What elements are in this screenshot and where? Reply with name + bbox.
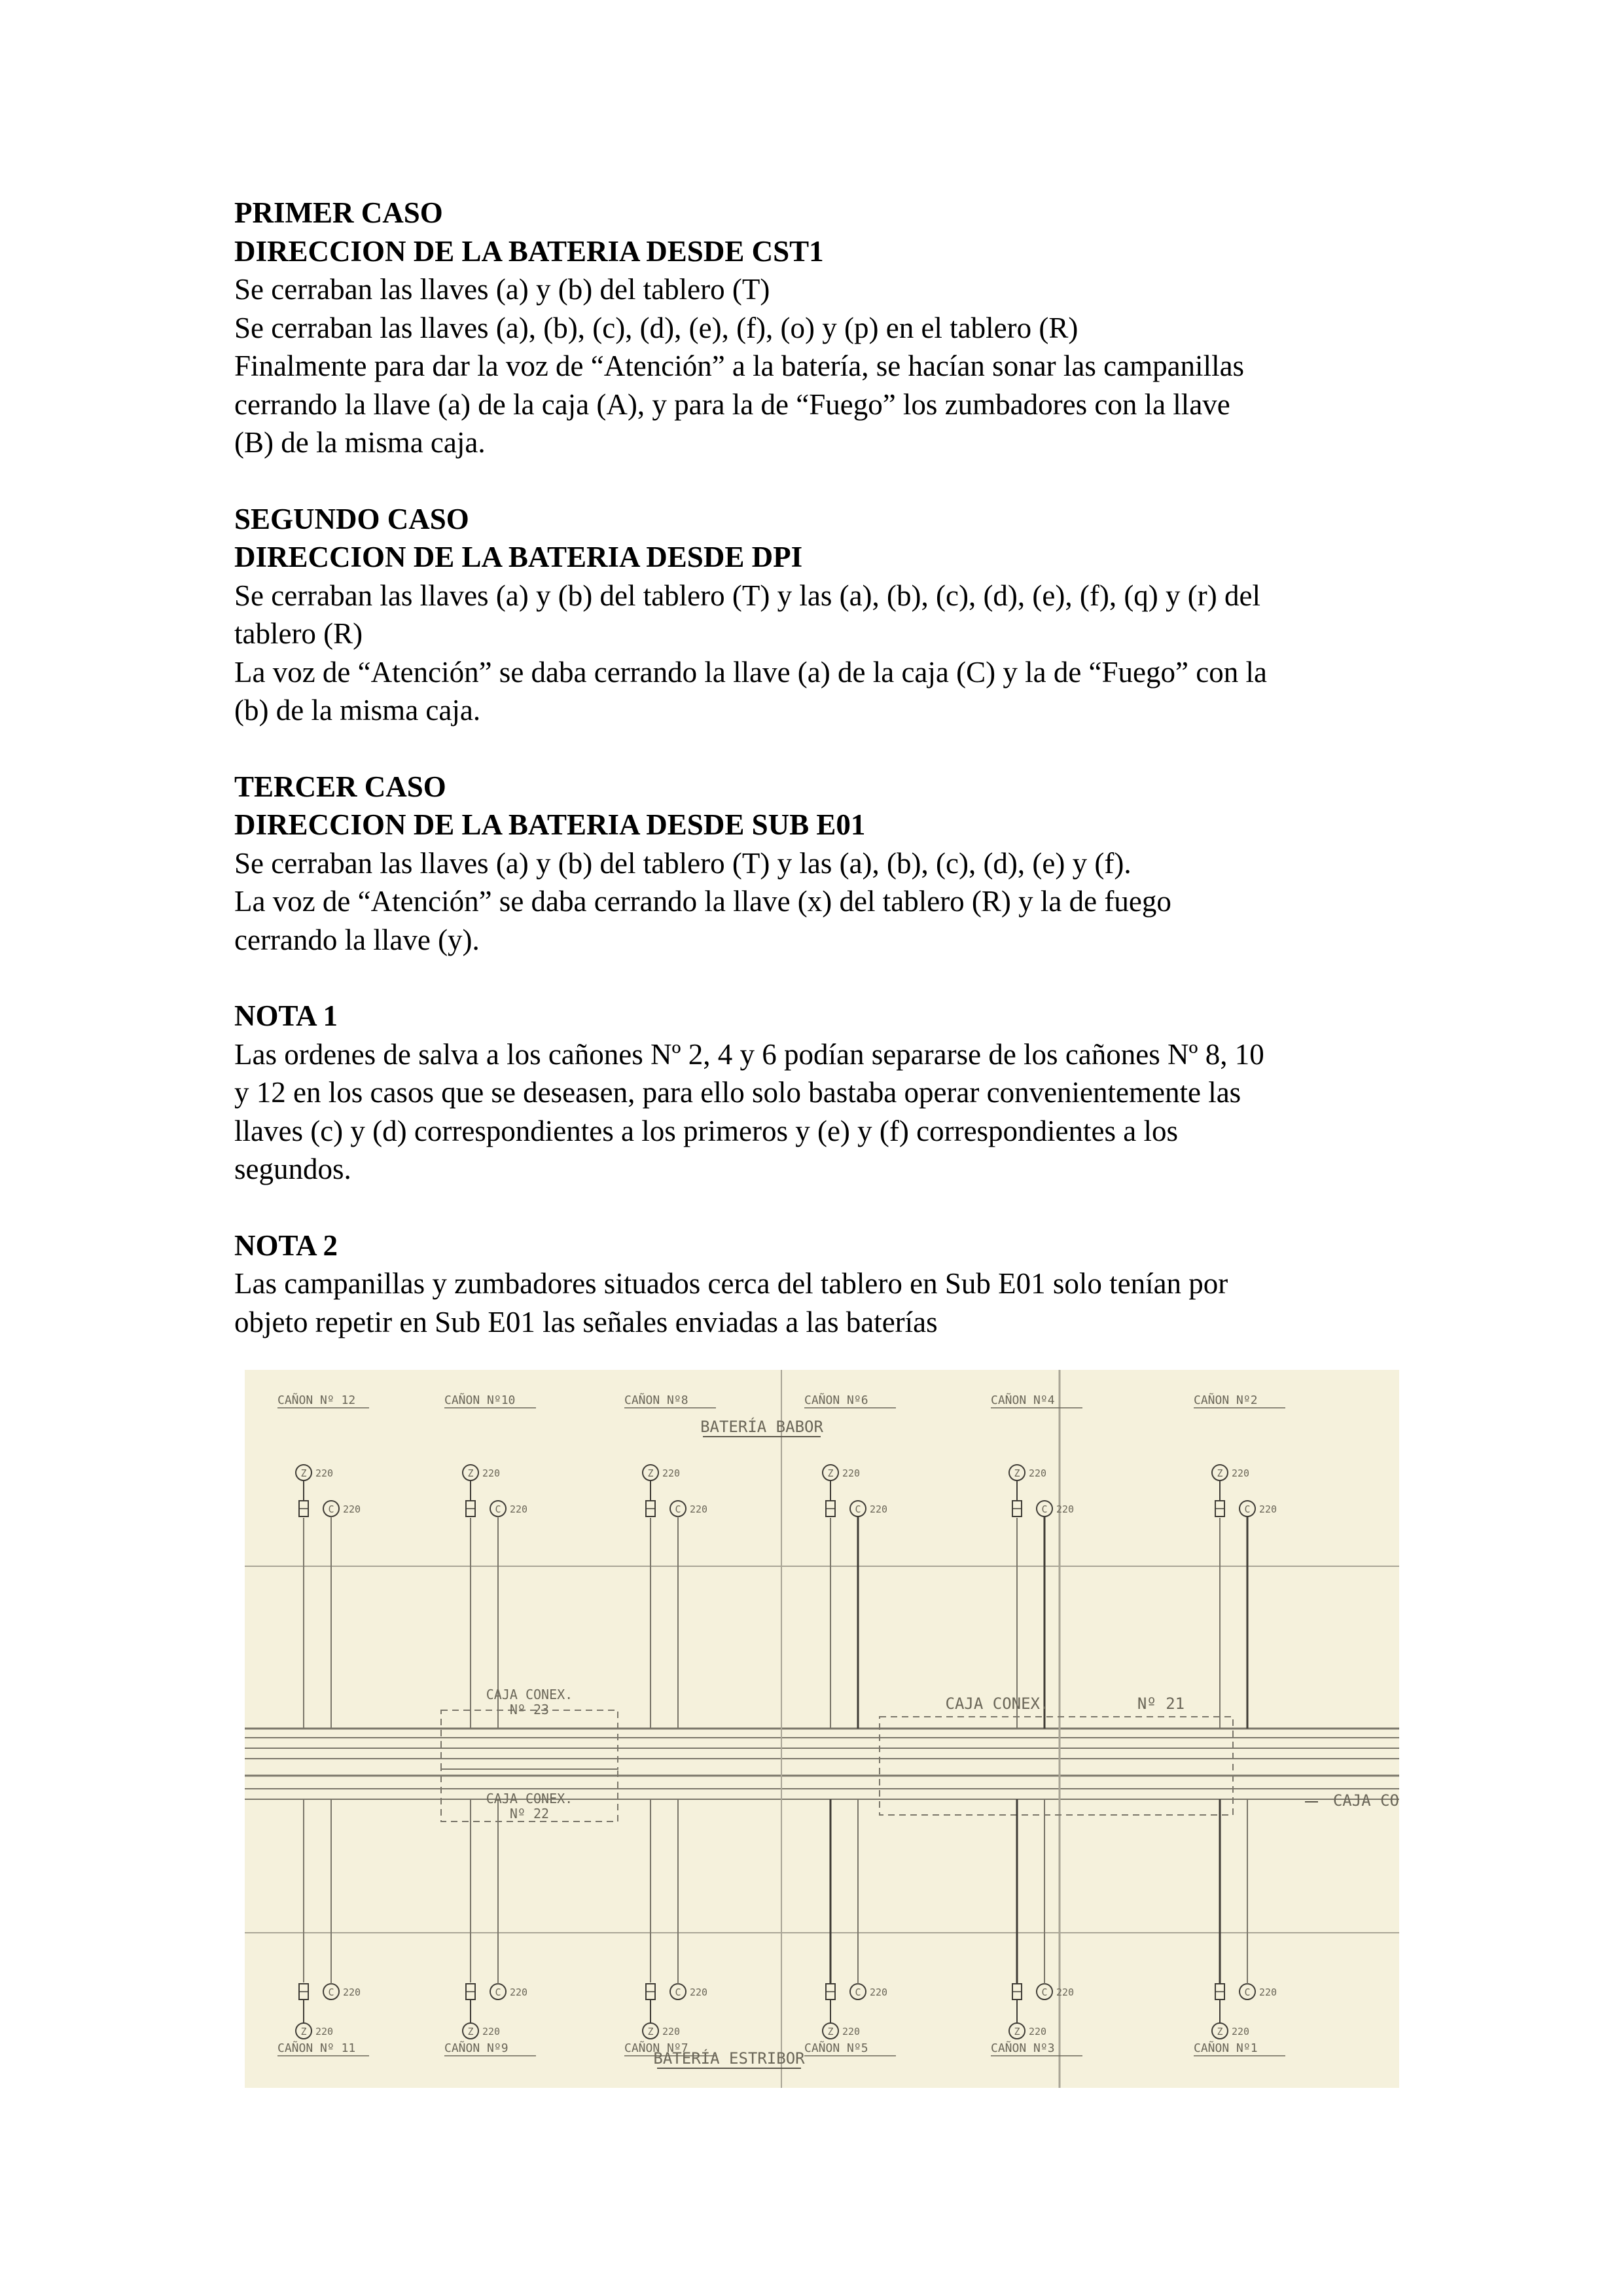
top-buzzer-symbol: Z (1217, 1467, 1223, 1479)
box-21-label: CAJA CONEX. (945, 1695, 1050, 1713)
top-gun-label: CAÑON Nº8 (624, 1393, 688, 1407)
section-nota-2 (234, 1227, 1412, 1342)
bottom-buzzer-voltage: 220 (1232, 2026, 1250, 2037)
top-bell-symbol: C (495, 1503, 501, 1515)
box-22-label: CAJA CONEX. (486, 1791, 573, 1806)
bottom-bell-voltage: 220 (690, 1986, 708, 1998)
paragraph-line: cerrando la llave (a) de la caja (A), y para la de “Fuego” los zumbadores con la llave (234, 387, 1230, 421)
top-buzzer-voltage: 220 (842, 1467, 861, 1479)
top-gun-label: CAÑON Nº 12 (277, 1393, 356, 1407)
wiring-diagram (245, 1370, 1399, 2088)
section-title: TERCER CASO (234, 770, 446, 803)
section-segundo-caso (234, 500, 1412, 730)
section-title: PRIMER CASO (234, 196, 443, 229)
bottom-buzzer-voltage: 220 (842, 2026, 861, 2037)
top-gun-label: CAÑON Nº6 (804, 1393, 868, 1407)
box-right-label: CAJA CO (1332, 1791, 1399, 1810)
top-buzzer-symbol: Z (467, 1467, 474, 1479)
top-buzzer-voltage: 220 (315, 1467, 334, 1479)
paragraph-line: La voz de “Atención” se daba cerrando la llave (x) del tablero (R) y la de fuego (234, 885, 1171, 918)
top-bell-symbol: C (855, 1503, 861, 1515)
bottom-buzzer-voltage: 220 (662, 2026, 681, 2037)
box-23-label: CAJA CONEX. (486, 1687, 573, 1702)
box-22-number: Nº 22 (509, 1806, 550, 1821)
paragraph-line: objeto repetir en Sub E01 las señales enviadas a las baterías (234, 1305, 938, 1338)
bottom-bell-symbol: C (675, 1986, 681, 1998)
top-bell-voltage: 220 (1056, 1503, 1075, 1515)
bottom-bell-symbol: C (1041, 1986, 1048, 1998)
bottom-bell-voltage: 220 (343, 1986, 361, 1998)
document-text (234, 194, 1412, 1379)
bottom-gun-label: CAÑON Nº 11 (277, 2041, 356, 2055)
bottom-battery-title: BATERÍA ESTRIBOR (653, 2049, 805, 2068)
top-buzzer-voltage: 220 (1232, 1467, 1250, 1479)
junction-box-21 (880, 1717, 1233, 1815)
paragraph-line: llaves (c) y (d) correspondientes a los primeros y (e) y (f) correspondientes a los (234, 1114, 1178, 1147)
top-gun-label: CAÑON Nº10 (444, 1393, 516, 1407)
bottom-gun-label: CAÑON Nº5 (804, 2041, 868, 2055)
top-bell-symbol: C (328, 1503, 334, 1515)
paragraph-line: Se cerraban las llaves (a) y (b) del tablero (T) y las (a), (b), (c), (d), (e), (f), (q) y (r) del (234, 579, 1260, 612)
section-subtitle: DIRECCION DE LA BATERIA DESDE CST1 (234, 234, 824, 268)
bottom-bell-symbol: C (328, 1986, 334, 1998)
top-buzzer-voltage: 220 (662, 1467, 681, 1479)
section-title: NOTA 2 (234, 1229, 338, 1262)
paragraph-line: Finalmente para dar la voz de “Atención” a la batería, se hacían sonar las campanillas (234, 350, 1245, 382)
top-gun-label: CAÑON Nº4 (991, 1393, 1055, 1407)
paragraph-line: Se cerraban las llaves (a), (b), (c), (d), (e), (f), (o) y (p) en el tablero (R) (234, 311, 1079, 344)
top-buzzer-voltage: 220 (482, 1467, 501, 1479)
paragraph-line: Se cerraban las llaves (a) y (b) del tablero (T) y las (a), (b), (c), (d), (e) y (f). (234, 846, 1132, 880)
bottom-bell-voltage: 220 (1056, 1986, 1075, 1998)
top-bell-voltage: 220 (510, 1503, 528, 1515)
section-title: SEGUNDO CASO (234, 502, 469, 535)
bottom-bell-symbol: C (1244, 1986, 1251, 1998)
bottom-buzzer-symbol: Z (1014, 2026, 1020, 2037)
junction-box-23 (441, 1710, 618, 1769)
bottom-buzzer-symbol: Z (300, 2026, 307, 2037)
bottom-buzzer-voltage: 220 (1029, 2026, 1047, 2037)
box-23-number: Nº 23 (509, 1702, 550, 1717)
bottom-buzzer-voltage: 220 (482, 2026, 501, 2037)
top-bell-symbol: C (1041, 1503, 1048, 1515)
bottom-buzzer-voltage: 220 (315, 2026, 334, 2037)
top-buzzer-symbol: Z (1014, 1467, 1020, 1479)
bottom-gun-label: CAÑON Nº3 (991, 2041, 1055, 2055)
paragraph-line: Las campanillas y zumbadores situados cerca del tablero en Sub E01 solo tenían por (234, 1267, 1228, 1300)
top-buzzer-symbol: Z (647, 1467, 654, 1479)
top-bell-symbol: C (1244, 1503, 1251, 1515)
top-buzzer-symbol: Z (300, 1467, 307, 1479)
section-tercer-caso (234, 768, 1412, 960)
top-bell-symbol: C (675, 1503, 681, 1515)
paragraph-line: tablero (R) (234, 617, 363, 650)
section-title: NOTA 1 (234, 999, 338, 1032)
paragraph-line: (b) de la misma caja. (234, 694, 481, 726)
paragraph-line: Se cerraban las llaves (a) y (b) del tablero (T) (234, 273, 770, 306)
bottom-gun-label: CAÑON Nº9 (444, 2041, 508, 2055)
bottom-bell-voltage: 220 (1259, 1986, 1277, 1998)
bottom-buzzer-symbol: Z (827, 2026, 834, 2037)
section-primer-caso (234, 194, 1412, 462)
top-buzzer-voltage: 220 (1029, 1467, 1047, 1479)
top-bell-voltage: 220 (870, 1503, 888, 1515)
paragraph-line: cerrando la llave (y). (234, 923, 480, 956)
bottom-bell-voltage: 220 (870, 1986, 888, 1998)
bottom-gun-label: CAÑON Nº1 (1194, 2041, 1258, 2055)
paragraph-line: segundos. (234, 1153, 351, 1185)
paragraph-line: (B) de la misma caja. (234, 426, 486, 459)
top-buzzer-symbol: Z (827, 1467, 834, 1479)
section-subtitle: DIRECCION DE LA BATERIA DESDE SUB E01 (234, 808, 866, 841)
bottom-bell-symbol: C (495, 1986, 501, 1998)
paragraph-line: La voz de “Atención” se daba cerrando la llave (a) de la caja (C) y la de “Fuego” con la (234, 655, 1267, 689)
section-nota-1 (234, 997, 1412, 1189)
bottom-bell-voltage: 220 (510, 1986, 528, 1998)
bottom-buzzer-symbol: Z (647, 2026, 654, 2037)
bottom-bell-symbol: C (855, 1986, 861, 1998)
top-battery-title: BATERÍA BABOR (700, 1418, 823, 1436)
bottom-buzzer-symbol: Z (1217, 2026, 1223, 2037)
box-21-number: Nº 21 (1137, 1695, 1185, 1713)
top-bell-voltage: 220 (343, 1503, 361, 1515)
bottom-buzzer-symbol: Z (467, 2026, 474, 2037)
paragraph-line: y 12 en los casos que se deseasen, para ello solo bastaba operar convenientemente las (234, 1076, 1241, 1109)
paragraph-line: Las ordenes de salva a los cañones Nº 2, 4 y 6 podían separarse de los cañones Nº 8, 10 (234, 1037, 1264, 1071)
wiring-diagram-svg (245, 1370, 1399, 2088)
section-subtitle: DIRECCION DE LA BATERIA DESDE DPI (234, 541, 803, 573)
top-gun-label: CAÑON Nº2 (1194, 1393, 1258, 1407)
bottom-gun-label: CAÑON Nº7 (624, 2041, 688, 2055)
top-bell-voltage: 220 (690, 1503, 708, 1515)
top-bell-voltage: 220 (1259, 1503, 1277, 1515)
